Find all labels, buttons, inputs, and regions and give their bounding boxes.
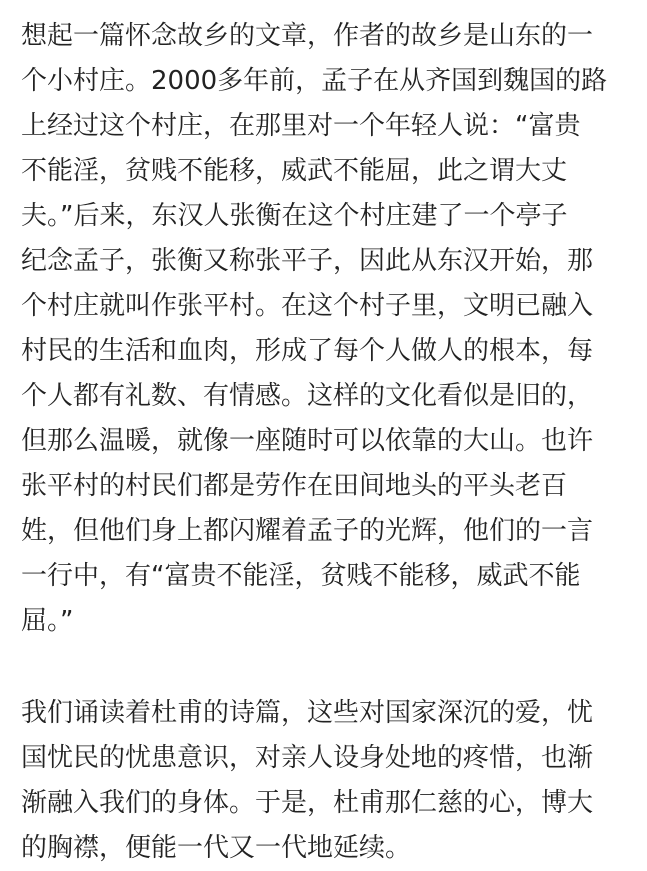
text-line: 纪念孟子，张衡又称张平子，因此从东汉开始，那 (21, 246, 594, 276)
text-line: 渐融入我们的身体。于是，杜甫那仁慈的心，博大 (21, 788, 594, 818)
paragraph-spacer (21, 644, 631, 691)
article-body (21, 14, 631, 871)
text-line: 夫。”后来，东汉人张衡在这个村庄建了一个亭子 (21, 201, 568, 231)
text-line: 屈。” (21, 606, 74, 636)
text-line: 村民的生活和血肉，形成了每个人做人的根本，每 (21, 336, 594, 366)
text-line: 个小村庄。2000多年前，孟子在从齐国到魏国的路 (21, 66, 608, 96)
text-line: 不能淫，贫贱不能移，威武不能屈，此之谓大丈 (21, 156, 568, 186)
text-line: 我们诵读着杜甫的诗篇，这些对国家深沉的爱，忧 (21, 698, 594, 728)
text-line: 国忧民的忧患意识，对亲人设身处地的疼惜，也渐 (21, 743, 594, 773)
paragraph-hometown (21, 14, 631, 644)
paragraph-du-fu (21, 691, 631, 871)
text-line: 想起一篇怀念故乡的文章，作者的故乡是山东的一 (21, 21, 594, 51)
text-line: 一行中，有“富贵不能淫，贫贱不能移，威武不能 (21, 561, 581, 591)
text-line: 的胸襟，便能一代又一代地延续。 (21, 833, 412, 863)
text-line: 但那么温暖，就像一座随时可以依靠的大山。也许 (21, 426, 594, 456)
text-line: 姓，但他们身上都闪耀着孟子的光辉，他们的一言 (21, 516, 594, 546)
text-line: 个村庄就叫作张平村。在这个村子里，文明已融入 (21, 291, 594, 321)
text-line: 上经过这个村庄，在那里对一个年轻人说：“富贵 (21, 111, 581, 141)
text-line: 个人都有礼数、有情感。这样的文化看似是旧的， (21, 381, 594, 411)
text-line: 张平村的村民们都是劳作在田间地头的平头老百 (21, 471, 568, 501)
